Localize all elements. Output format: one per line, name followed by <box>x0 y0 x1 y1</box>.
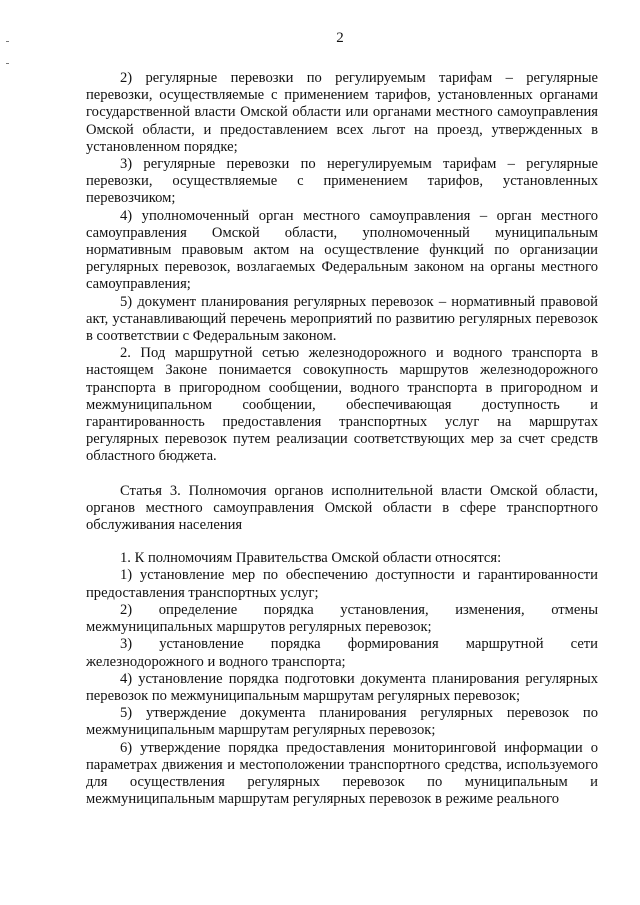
list-item: 1) установление мер по обеспечению доступности и гарантированности предоставления транспортных услуг; <box>86 567 598 601</box>
paragraph: 2) регулярные перевозки по регулируемым тарифам – регулярные перевозки, осуществляемые с применением тарифов, установленных органами государственной власти Омской области или органами местного самоуправления Омской области, и предоставлением всех льгот на проезд, утвержденных в установленном порядке; <box>86 70 598 155</box>
paragraph: 4) уполномоченный орган местного самоуправления – орган местного самоуправления Омской области, уполномоченный муниципальным нормативным правовым актом на осуществление функций по организации регулярных перевозок, возлагаемых Федеральным законом на органы местного самоуправления; <box>86 207 598 293</box>
list-item: 4) установление порядка подготовки документа планирования регулярных перевозок по межмуниципальным маршрутам регулярных перевозок; <box>86 670 598 704</box>
spacer <box>86 534 598 550</box>
list-item: 6) утверждение порядка предоставления мониторинговой информации о параметрах движения и местоположении транспортного средства, используемого для осуществления регулярных перевозок по муниципальным и межмуниципальным маршрутам регулярных перевозок в режиме реального <box>86 739 598 808</box>
article-heading: Статья 3. Полномочия органов исполнительной власти Омской области, органов местного самоуправления Омской области в сфере транспортного обслуживания населения <box>86 482 598 534</box>
scan-mark <box>6 63 9 64</box>
page-number: 2 <box>336 30 344 46</box>
list-item: 3) установление порядка формирования маршрутной сети железнодорожного и водного транспорта; <box>86 636 598 670</box>
list-item: 5) утверждение документа планирования регулярных перевозок по межмуниципальным маршрутам регулярных перевозок; <box>86 705 598 739</box>
paragraph: 3) регулярные перевозки по нерегулируемым тарифам – регулярные перевозки, осуществляемые с применением тарифов, установленных перевозчиком; <box>86 156 598 207</box>
document-body <box>86 70 598 808</box>
paragraph: 5) документ планирования регулярных перевозок – нормативный правовой акт, устанавливающий перечень мероприятий по развитию регулярных перевозок в соответствии с Федеральным законом. <box>86 293 598 345</box>
list-item: 2) определение порядка установления, изменения, отмены межмуниципальных маршрутов регулярных перевозок; <box>86 601 598 636</box>
spacer <box>86 466 598 483</box>
paragraph: 2. Под маршрутной сетью железнодорожного и водного транспорта в настоящем Законе понимается совокупность маршрутов железнодорожного транспорта в пригородном сообщении, водного транспорта в пригородном и межмуниципальном сообщении, обеспечивающая доступность и гарантированность предоставления транспортных услуг на маршрутах регулярных перевозок путем реализации соответствующих мер за счет средств областного бюджета. <box>86 345 598 465</box>
paragraph: 1. К полномочиям Правительства Омской области относятся: <box>120 550 502 567</box>
